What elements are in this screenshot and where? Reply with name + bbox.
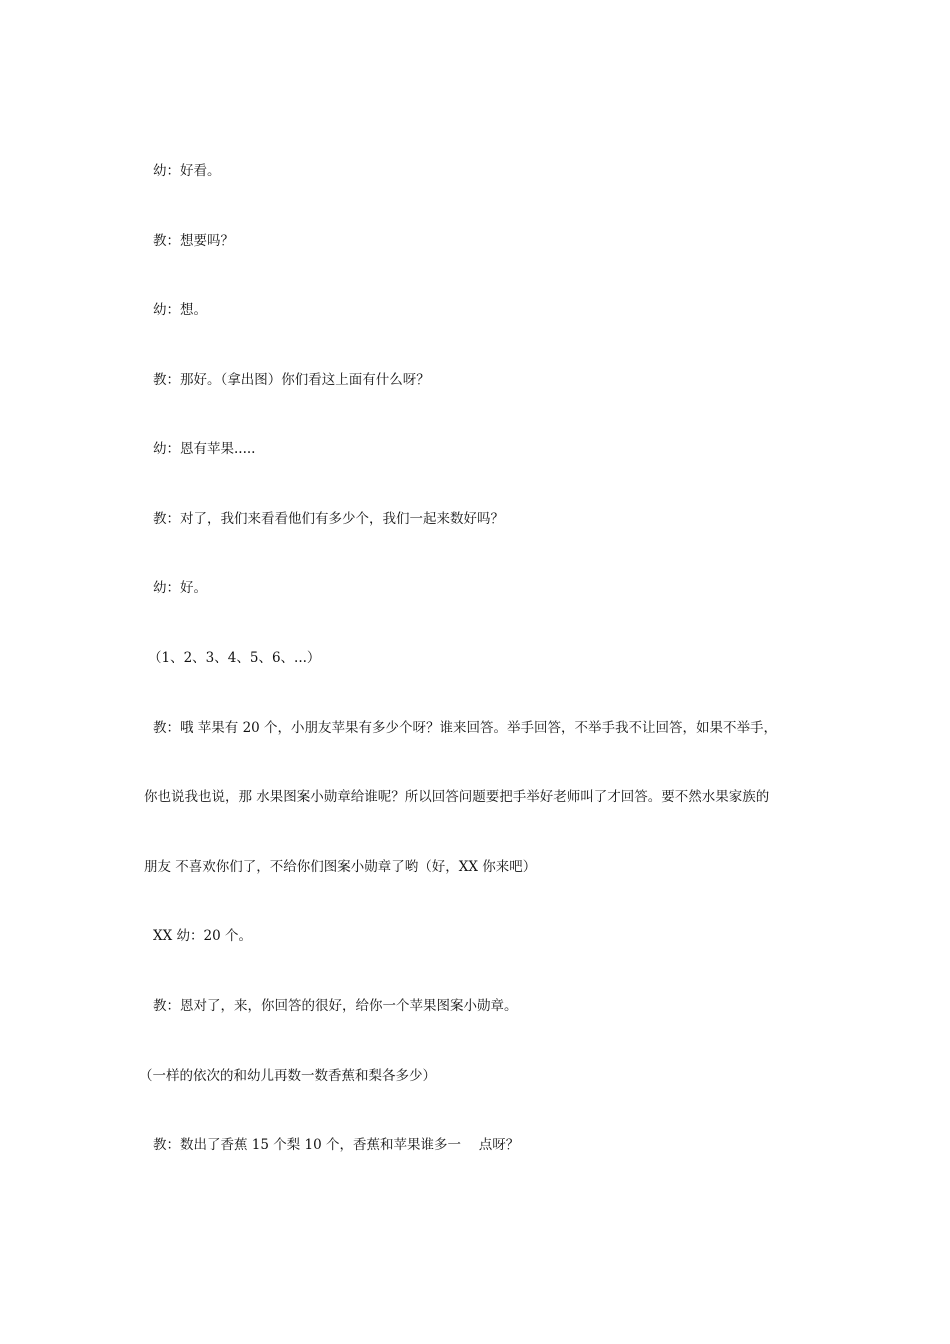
dialogue-line-teacher: 教：那好。（拿出图）你们看这上面有什么呀？ (153, 372, 430, 388)
stage-direction: （一样的依次的和幼儿再数一数香蕉和梨各多少） (139, 1068, 436, 1084)
dialogue-line-child: XX 幼：20 个。 (153, 928, 252, 944)
dialogue-line-child: 幼：好。 (153, 580, 207, 596)
dialogue-line-child: 幼：恩有苹果..... (153, 441, 256, 457)
dialogue-line-teacher: 教：恩对了，来，你回答的很好，给你一个苹果图案小勋章。 (153, 998, 518, 1014)
dialogue-line-teacher: 教：想要吗？ (153, 233, 234, 249)
dialogue-line-continued: 朋友 不喜欢你们了，不给你们图案小勋章了哟（好，XX 你来吧） (144, 859, 537, 875)
dialogue-line-teacher: 教：哦 苹果有 20 个，小朋友苹果有多少个呀？谁来回答。举手回答，不举手我不让回答，如果不举手， (153, 720, 778, 736)
dialogue-line-child: 幼：好看。 (153, 163, 221, 179)
dialogue-line-teacher: 教：对了，我们来看看他们有多少个，我们一起来数好吗？ (153, 511, 504, 527)
dialogue-line-continued: 你也说我也说，那 水果图案小勋章给谁呢？所以回答问题要把手举好老师叫了才回答。要不然水果家族的 (144, 789, 770, 805)
stage-direction: （1、2、3、4、5、6、...） (148, 650, 321, 666)
dialogue-line-child: 幼：想。 (153, 302, 207, 318)
dialogue-line-teacher: 教：数出了香蕉 15 个梨 10 个，香蕉和苹果谁多一 点呀？ (153, 1137, 520, 1153)
